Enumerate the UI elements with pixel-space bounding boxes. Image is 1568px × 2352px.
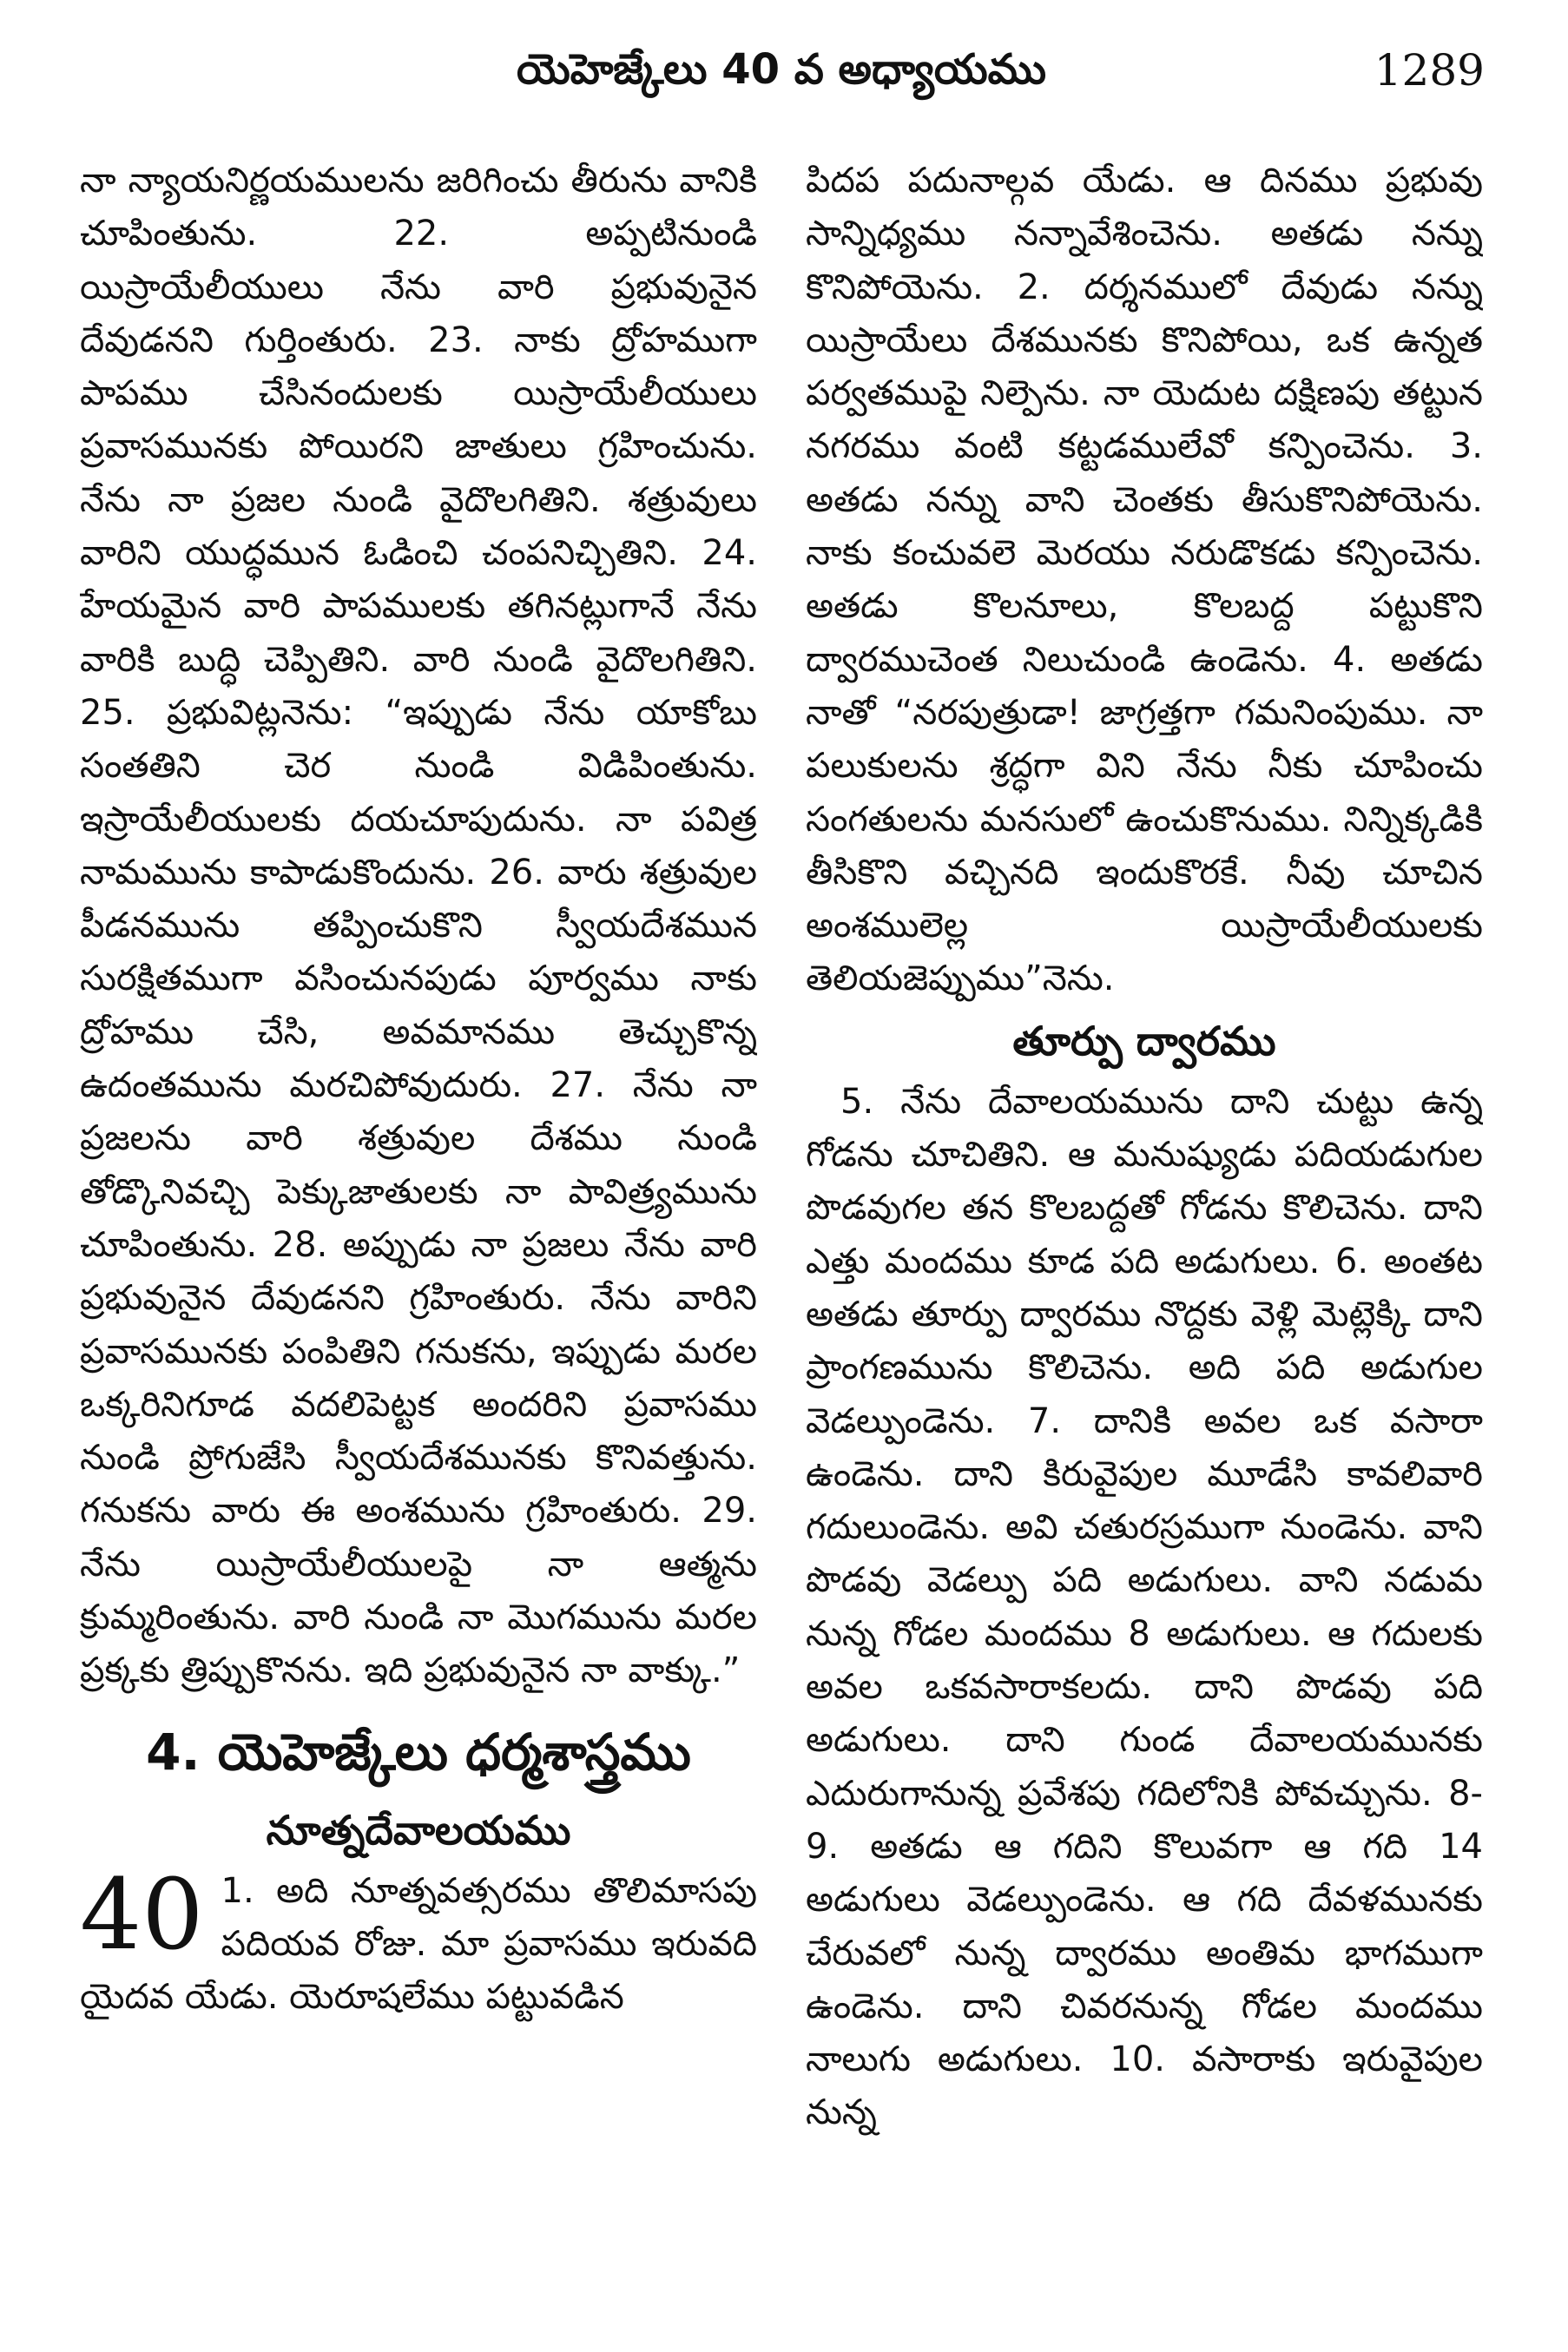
chapter-opening-text: 1. అది నూత్నవత్సరము తొలిమాసపు పదియవ రోజు. మా ప్రవాసము ఇరువది యైదవ యేడు. యెరూషలేము పట్టువడిన <box>80 1870 757 2018</box>
page-header <box>78 35 1485 113</box>
page-number: 1289 <box>1374 45 1485 96</box>
left-column <box>80 155 757 2025</box>
section-heading-east-gate: తూర్పు ద్వారము <box>1012 1017 1276 1064</box>
book-heading: 4. యెహెజ్కేలు ధర్మశాస్త్రము <box>146 1722 691 1782</box>
chapter-number: 40 <box>80 1858 204 1972</box>
running-title: యెహెజ్కేలు 40 వ అధ్యాయము <box>517 45 1046 94</box>
left-paragraph-2 <box>80 1858 757 2025</box>
body-columns <box>80 155 1483 2325</box>
right-paragraph-1: పిదప పదునాల్గవ యేడు. ఆ దినము ప్రభువు సాన్నిధ్యము నన్నావేశించెను. అతడు నన్ను కొనిపోయెను. 2. దర్శనములో దేవుడు నన్ను యిస్రాయేలు దేశమునకు కొనిపోయి, ఒక ఉన్నత పర్వతముపై నిల్పెను. నా యెదుట దక్షిణపు తట్టున నగరము వంటి కట్టడములేవో కన్పించెను. 3. అతడు నన్ను వాని చెంతకు తీసుకొనిపోయెను. నాకు కంచువలె మెరయు నరుడొకడు కన్పించెను. అతడు కొలనూలు, కొలబద్ద పట్టుకొని ద్వారముచెంత నిలుచుండి ఉండెను. 4. అతడు నాతో “నరపుత్రుడా! జాగ్రత్తగా గమనింపుము. నా పలుకులను శ్రద్ధగా విని నేను నీకు చూపించు సంగతులను మనసులో ఉంచుకొనుము. నిన్నిక్కడికి తీసికొని వచ్చినది ఇందుకొరకే. నీవు చూచిన అంశములెల్ల యిస్రాయేలీయులకు తెలియజెప్పుము”నెను. <box>806 161 1483 999</box>
section-heading-new-temple: నూత్నదేవాలయము <box>266 1806 571 1854</box>
right-paragraph-2: 5. నేను దేవాలయమును దాని చుట్టు ఉన్న గోడను చూచితిని. ఆ మనుష్యుడు పదియడుగుల పొడవుగల తన కొలబద్దతో గోడను కొలిచెను. దాని ఎత్తు మందము కూడ పది అడుగులు. 6. అంతట అతడు తూర్పు ద్వారము నొద్దకు వెళ్లి మెట్లెక్కి దాని ప్రాంగణమును కొలిచెను. అది పది అడుగుల వెడల్పుండెను. 7. దానికి అవల ఒక వసారా ఉండెను. దాని కిరువైపుల మూడేసి కావలివారి గదులుండెను. అవి చతురస్రముగా నుండెను. వాని పొడవు వెడల్పు పది అడుగులు. వాని నడుమ నున్న గోడల మందము 8 అడుగులు. ఆ గదులకు అవల ఒకవసారాకలదు. దాని పొడవు పది అడుగులు. దాని గుండ దేవాలయమునకు ఎదురుగానున్న ప్రవేశపు గదిలోనికి పోవచ్చును. 8-9. అతడు ఆ గదిని కొలువగా ఆ గది 14 అడుగులు వెడల్పుండెను. ఆ గది దేవళమునకు చేరువలో నున్న ద్వారము అంతిమ భాగముగా ఉండెను. దాని చివరనున్న గోడల మందము నాలుగు అడుగులు. 10. వసారాకు ఇరువైపుల నున్న <box>806 1081 1483 2133</box>
right-column <box>806 155 1483 2140</box>
left-paragraph-1: నా న్యాయనిర్ణయములను జరిగించు తీరును వానికి చూపింతును. 22. అప్పటినుండి యిస్రాయేలీయులు నేను వారి ప్రభువునైన దేవుడనని గుర్తింతురు. 23. నాకు ద్రోహముగా పాపము చేసినందులకు యిస్రాయేలీయులు ప్రవాసమునకు పోయిరని జాతులు గ్రహించును. నేను నా ప్రజల నుండి వైదొలగితిని. శత్రువులు వారిని యుద్ధమున ఓడించి చంపనిచ్చితిని. 24. హేయమైన వారి పాపములకు తగినట్లుగానే నేను వారికి బుద్ధి చెప్పితిని. వారి నుండి వైదొలగితిని. 25. ప్రభువిట్లనెను: “ఇప్పుడు నేను యాకోబు సంతతిని చెర నుండి విడిపింతును. ఇస్రాయేలీయులకు దయచూపుదును. నా పవిత్ర నామమును కాపాడుకొందును. 26. వారు శత్రువుల పీడనమును తప్పించుకొని స్వీయదేశమున సురక్షితముగా వసించునపుడు పూర్వము నాకు ద్రోహము చేసి, అవమానము తెచ్చుకొన్న ఉదంతమును మరచిపోవుదురు. 27. నేను నా ప్రజలను వారి శత్రువుల దేశము నుండి తోడ్కొనివచ్చి పెక్కుజాతులకు నా పావిత్ర్యమును చూపింతును. 28. అప్పుడు నా ప్రజలు నేను వారి ప్రభువునైన దేవుడనని గ్రహింతురు. నేను వారిని ప్రవాసమునకు పంపితిని గనుకను, ఇప్పుడు మరల ఒక్కరినిగూడ వదలిపెట్టక అందరిని ప్రవాసము నుండి ప్రోగుజేసి స్వీయదేశమునకు కొనివత్తును. గనుకను వారు ఈ అంశమును గ్రహింతురు. 29. నేను యిస్రాయేలీయులపై నా ఆత్మను క్రుమ్మరింతును. వారి నుండి నా మొగమును మరల ప్రక్కకు త్రిప్పుకొనను. ఇది ప్రభువునైన నా వాక్కు.” <box>80 161 757 1691</box>
